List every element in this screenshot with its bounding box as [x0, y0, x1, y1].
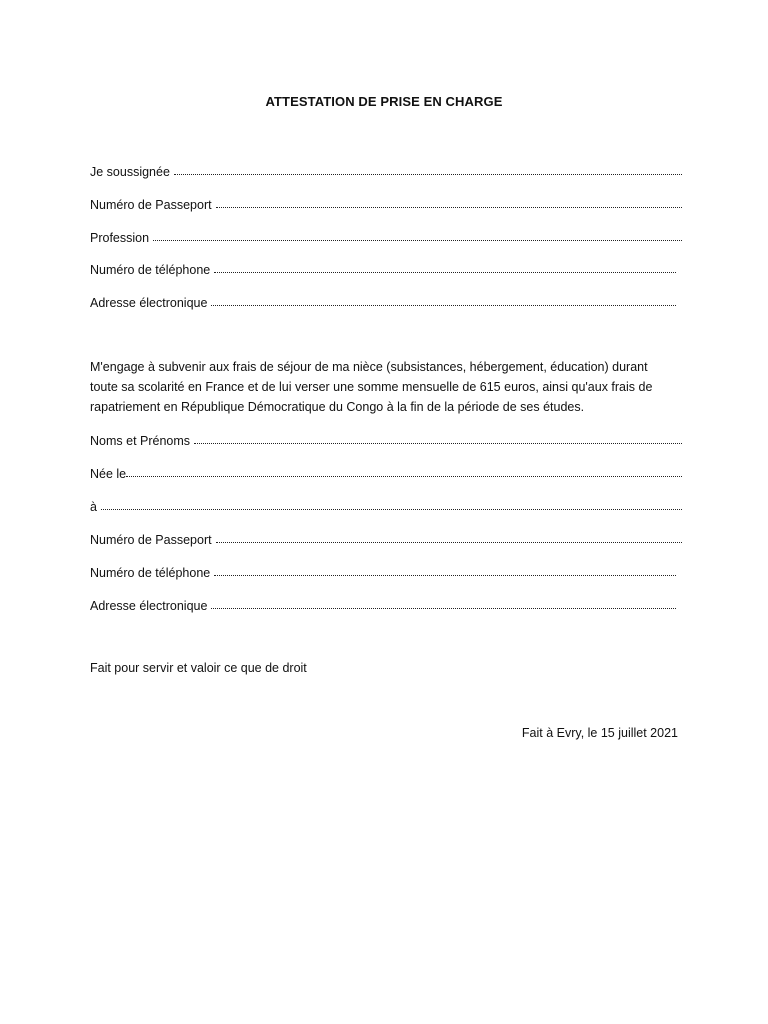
fill-in-line — [174, 174, 682, 175]
field-label: Noms et Prénoms — [90, 434, 191, 448]
field-label: Née le — [90, 467, 127, 481]
field-label: Numéro de téléphone — [90, 263, 211, 277]
field-adresse-electronique — [90, 292, 676, 310]
fill-in-line — [211, 608, 676, 609]
field-adresse-electronique-beneficiaire — [90, 595, 676, 613]
field-lieu-naissance — [90, 496, 682, 514]
field-profession — [90, 227, 682, 245]
field-label: Numéro de Passeport — [90, 533, 212, 547]
commitment-line: rapatriement en République Démocratique du Congo à la fin de la période de ses études. — [90, 400, 585, 414]
fill-in-line — [216, 207, 682, 208]
field-numero-passeport — [90, 194, 682, 212]
fill-in-line — [101, 509, 682, 510]
field-label: Je soussignée — [90, 165, 170, 179]
field-nee-le — [90, 463, 682, 481]
document-title: ATTESTATION DE PRISE EN CHARGE — [265, 94, 503, 109]
fill-in-line — [211, 305, 676, 306]
place-date-line: Fait à Evry, le 15 juillet 2021 — [521, 726, 678, 740]
fill-in-line — [214, 272, 676, 273]
field-numero-passeport-beneficiaire — [90, 529, 682, 547]
field-label: Adresse électronique — [90, 296, 208, 310]
fill-in-line — [194, 443, 682, 444]
field-je-soussignee — [90, 161, 682, 179]
fill-in-line — [214, 575, 676, 576]
field-noms-prenoms — [90, 430, 682, 448]
closing-statement: Fait pour servir et valoir ce que de droit — [90, 661, 307, 675]
fill-in-line — [216, 542, 682, 543]
field-label: Numéro de Passeport — [90, 198, 212, 212]
field-label: Profession — [90, 231, 150, 245]
commitment-paragraph — [90, 357, 690, 417]
commitment-line: M'engage à subvenir aux frais de séjour de ma nièce (subsistances, hébergement, éducation) durant — [90, 360, 648, 374]
commitment-line: toute sa scolarité en France et de lui verser une somme mensuelle de 615 euros, ainsi qu'aux frais de — [90, 380, 653, 394]
field-label: à — [90, 500, 97, 514]
fill-in-line — [153, 240, 682, 241]
field-numero-telephone-beneficiaire — [90, 562, 676, 580]
field-label: Numéro de téléphone — [90, 566, 211, 580]
field-numero-telephone — [90, 259, 676, 277]
field-label: Adresse électronique — [90, 599, 208, 613]
fill-in-line — [126, 476, 682, 477]
